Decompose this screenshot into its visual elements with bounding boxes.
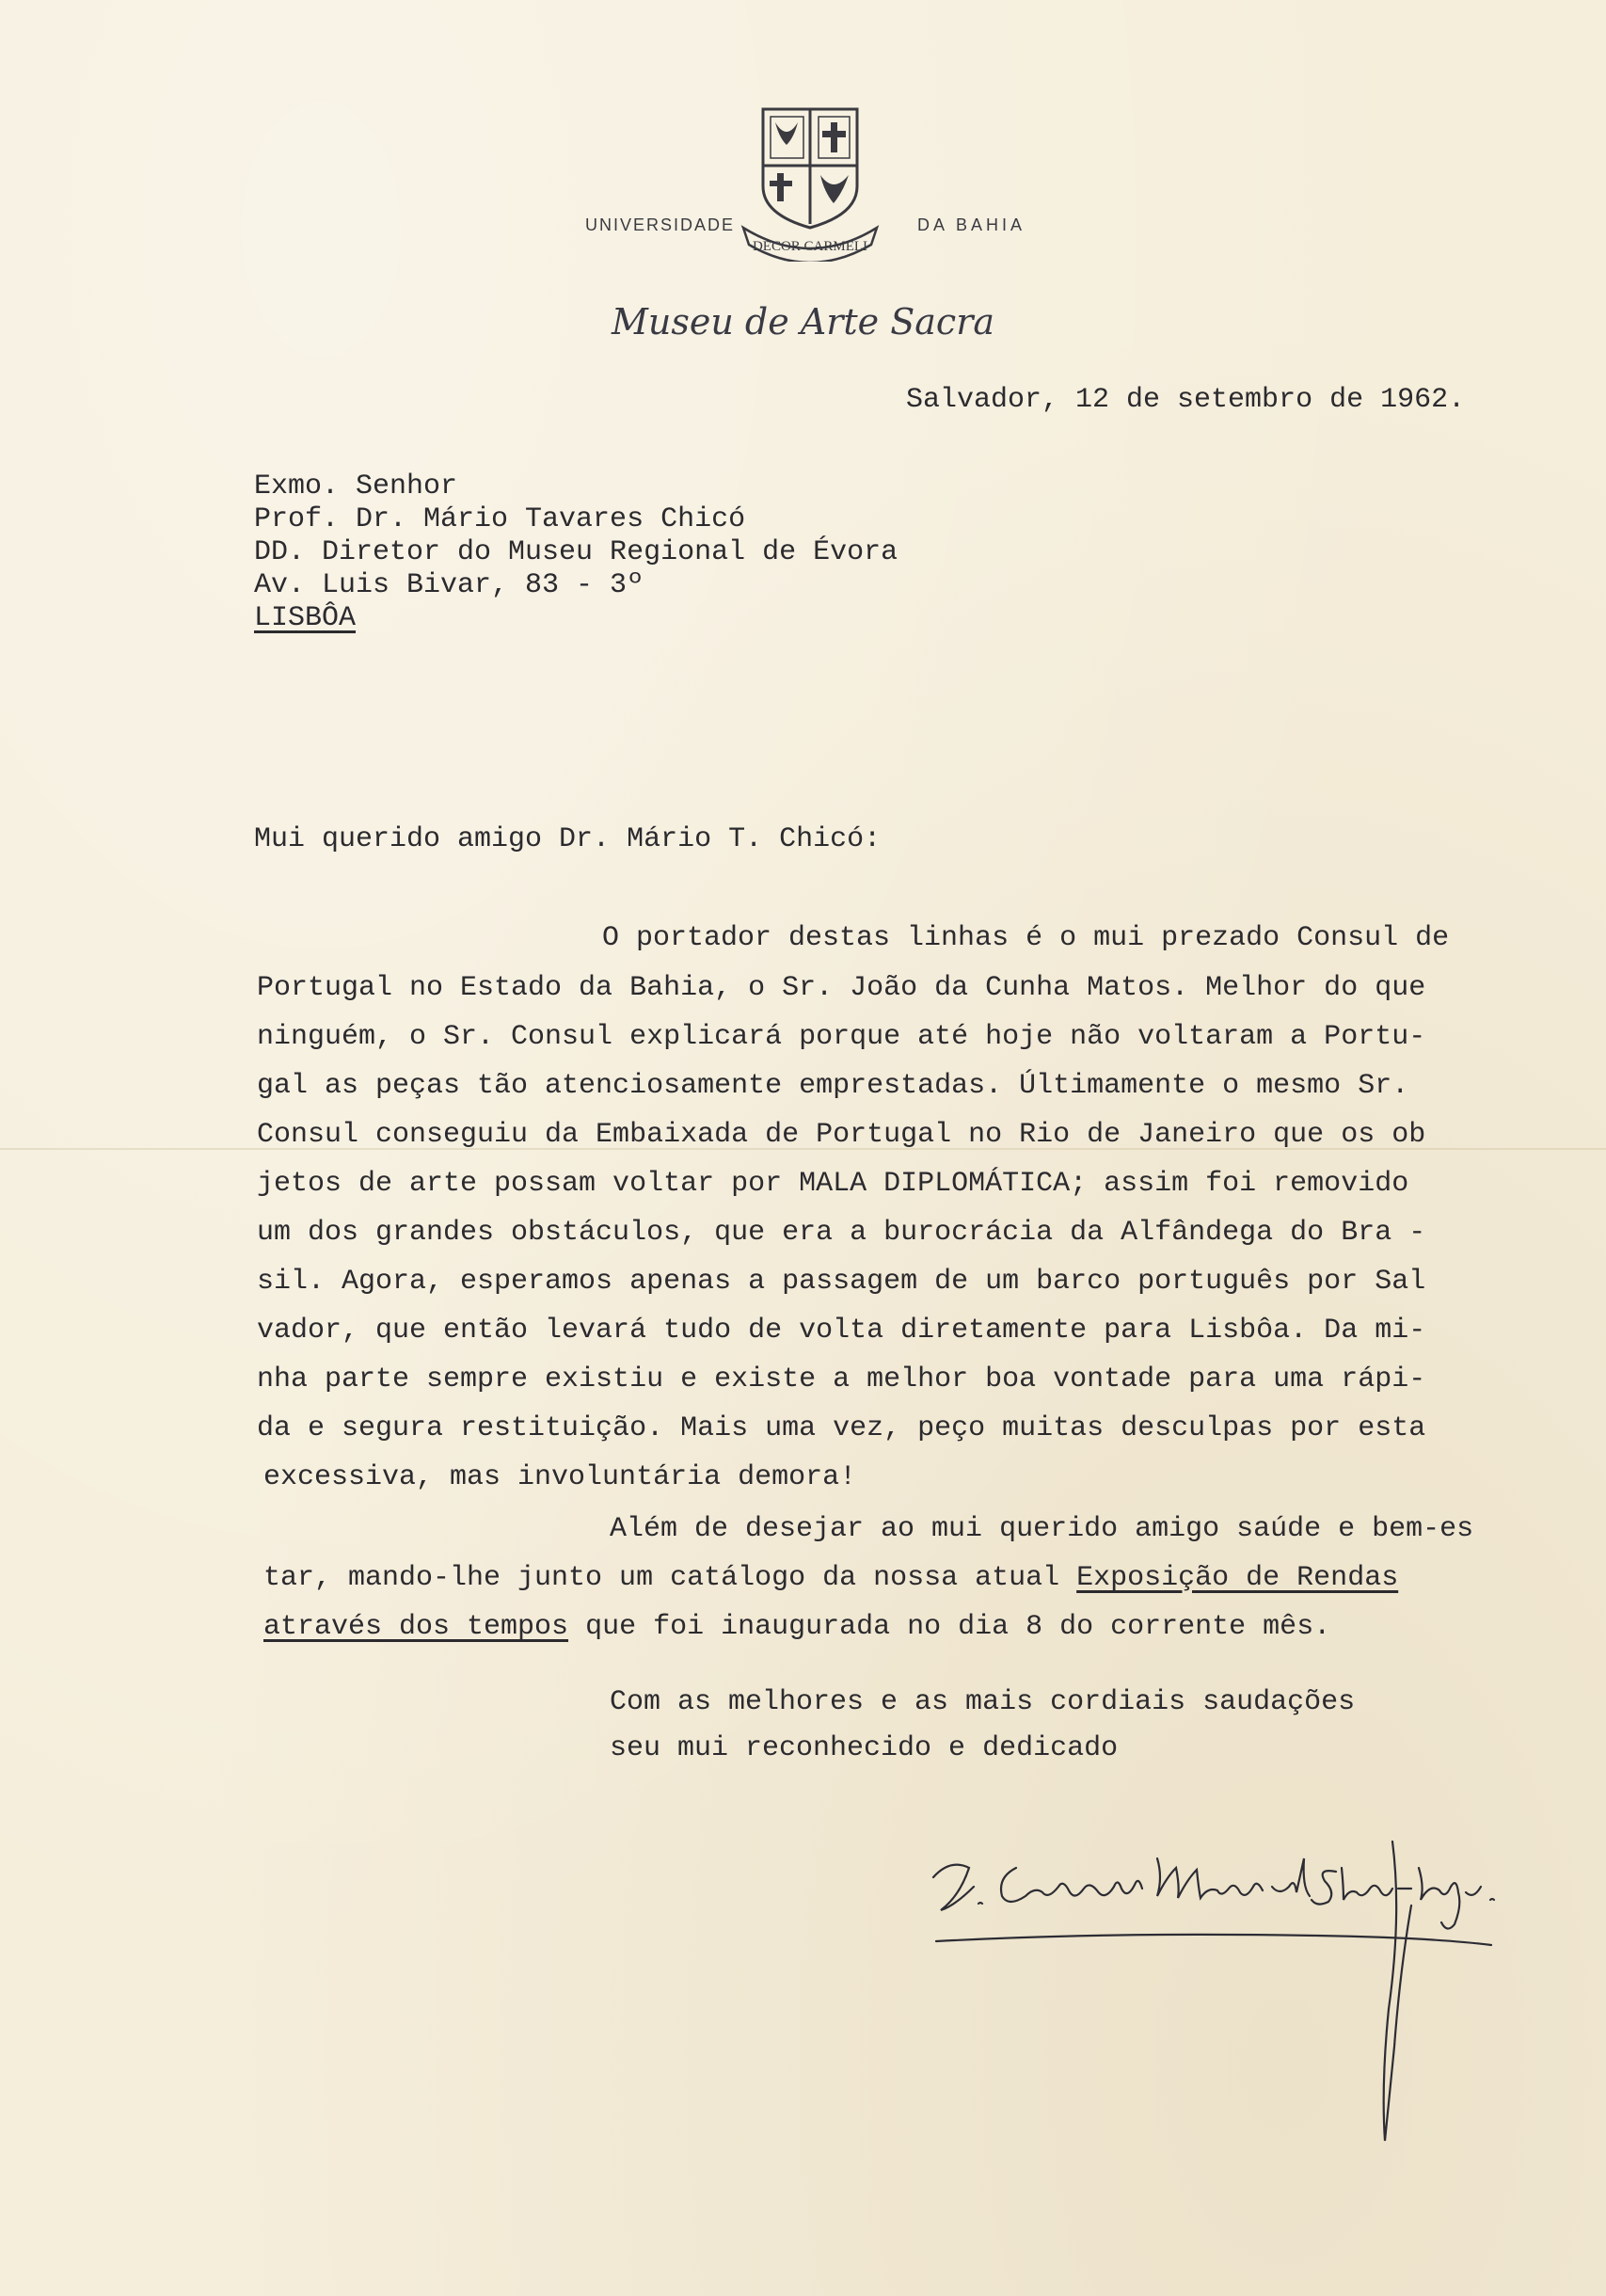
letterhead-right: DA BAHIA	[917, 215, 1026, 234]
university-crest-icon	[739, 104, 881, 262]
letterhead-left: UNIVERSIDADE	[585, 215, 736, 234]
body-line: Portugal no Estado da Bahia, o Sr. João da Cunha Matos. Melhor do que	[257, 972, 1426, 1004]
body-line: sil. Agora, esperamos apenas a passagem de um barco português por Sal	[257, 1266, 1426, 1298]
address-line: DD. Diretor do Museu Regional de Évora	[254, 536, 898, 568]
address-line: Av. Luis Bivar, 83 - 3º	[254, 569, 644, 601]
body-line: jetos de arte possam voltar por MALA DIPLOMÁTICA; assim foi removido	[257, 1168, 1409, 1200]
address-line: Prof. Dr. Mário Tavares Chicó	[254, 503, 746, 535]
body-line: ninguém, o Sr. Consul explicará porque até hoje não voltaram a Portu-	[257, 1021, 1426, 1053]
body-line: gal as peças tão atenciosamente emprestadas. Últimamente o mesmo Sr.	[257, 1070, 1409, 1102]
body-line: da e segura restituição. Mais uma vez, peço muitas desculpas por esta	[257, 1412, 1426, 1444]
exhibition-title: através dos tempos	[263, 1611, 569, 1643]
letter-date: Salvador, 12 de setembro de 1962.	[906, 384, 1466, 416]
closing-line: seu mui reconhecido e dedicado	[610, 1732, 1119, 1764]
body-line: Consul conseguiu da Embaixada de Portugal no Rio de Janeiro que os ob	[257, 1119, 1426, 1151]
exhibition-title: Exposição de Rendas	[1076, 1562, 1399, 1594]
body-line	[263, 1611, 1330, 1643]
body-line	[263, 1562, 1398, 1594]
handwritten-signature	[922, 1821, 1505, 2160]
address-city: LISBÔA	[254, 602, 357, 634]
museum-name: Museu de Arte Sacra	[611, 301, 995, 343]
body-line: vador, que então levará tudo de volta diretamente para Lisbôa. Da mi-	[257, 1315, 1426, 1347]
address-line: Exmo. Senhor	[254, 470, 458, 502]
body-line: um dos grandes obstáculos, que era a burocrácia da Alfândega do Bra -	[257, 1217, 1426, 1249]
salutation: Mui querido amigo Dr. Mário T. Chicó:	[254, 823, 882, 855]
crest-motto: DECOR CARMELI	[752, 239, 868, 254]
body-line: Além de desejar ao mui querido amigo saúde e bem-es	[610, 1513, 1474, 1545]
body-text: tar, mando-lhe junto um catálogo da nossa atual	[263, 1562, 1077, 1594]
closing-line: Com as melhores e as mais cordiais saudações	[610, 1686, 1356, 1718]
body-line: excessiva, mas involuntária demora!	[263, 1461, 857, 1493]
body-line: nha parte sempre existiu e existe a melhor boa vontade para uma rápi-	[257, 1363, 1426, 1395]
body-line: O portador destas linhas é o mui prezado Consul de	[602, 922, 1450, 954]
signature-text: D. Clemente Maria da Silva-Nigra	[922, 1821, 941, 1822]
body-text: que foi inaugurada no dia 8 do corrente mês.	[568, 1611, 1331, 1643]
